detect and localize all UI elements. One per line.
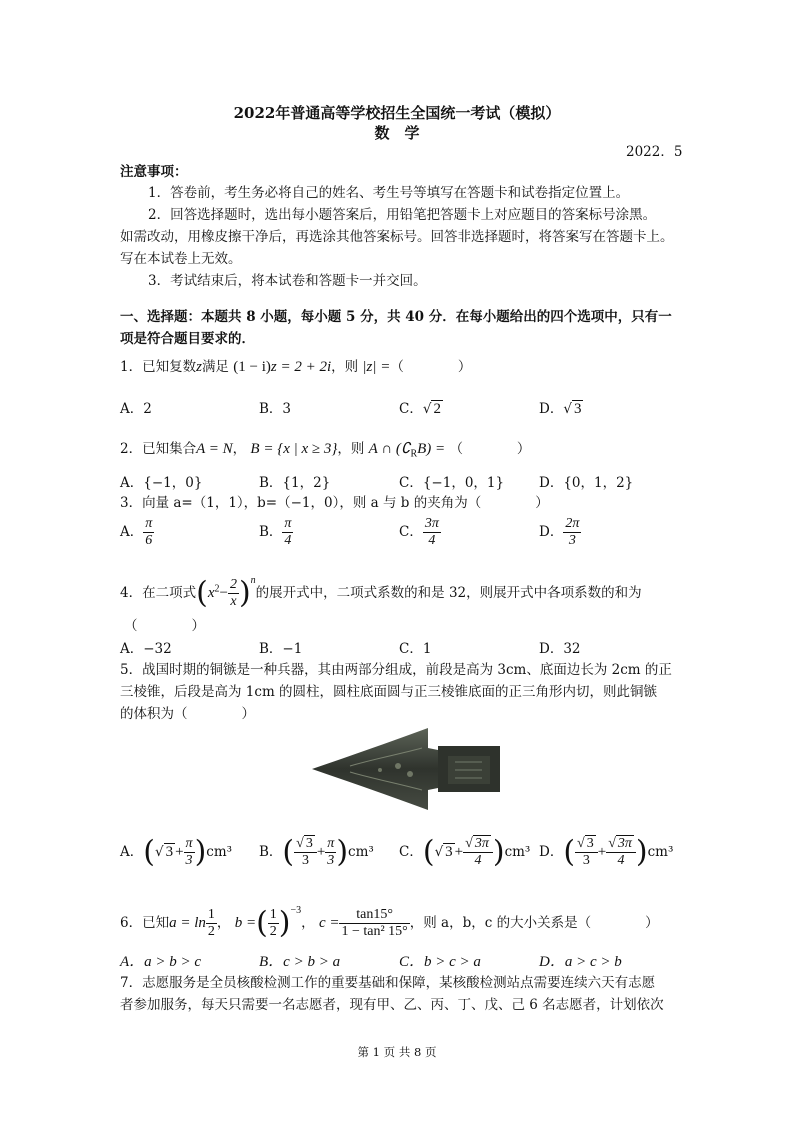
q1-option-d: D．√ 3 — [539, 401, 582, 417]
q6-option-b: B．c > b > a — [259, 954, 341, 970]
section-heading-line-2: 项是符合题目要求的． — [120, 331, 255, 347]
page-number: 第 1 页 共 8 页 — [357, 1045, 437, 1059]
q6-stem: 6．已知a = ln $\frac{1}{2}$ ， b =( $\frac{1}{2}$ )$^{-3}$， c = $\frac{\tan 15^\circ}{\text{1 − tan² 15°}}$ ，则 a，b，c 的大小关系是（ ） — [120, 905, 659, 941]
q7-line-1: 7．志愿服务是全员核酸检测工作的重要基础和保障，某核酸检测站点需要连续六天有志愿 — [120, 975, 656, 991]
notice-item-2-line-3: 写在本试卷上无效。 — [120, 251, 242, 267]
q2-option-b: B．{1，2} — [259, 475, 331, 491]
q5-line-2: 三棱锥，后段是高为 1cm 的圆柱，圆柱底面圆与正三棱锥底面的正三角形内切，则此铜镞 — [120, 684, 658, 700]
q6-option-a: A．a > b > c — [120, 954, 202, 970]
q4-stem: 4．在二项式($x^2-$ $\frac{2}{x}$ )$^n$的展开式中，二项式系数的和是 32，则展开式中各项系数的和为 — [120, 575, 642, 611]
q6-option-c: C．b > c > a — [399, 954, 481, 970]
q5-option-a: A．(√ 3 + $\frac{\pi}{3}$ )cm³ — [120, 834, 233, 870]
q3-option-b: B． $\frac{\pi}{4}$ — [259, 516, 292, 548]
notice-item-3: 3．考试结束后，将本试卷和答题卡一并交回。 — [148, 273, 427, 289]
exam-subject: 数 学 — [374, 124, 420, 142]
q5-option-d: D．( $\frac{√ 3}{3}$ + $\frac{√ 3\pi}{4}$ )cm³ — [539, 834, 674, 870]
q4-option-a: A．−32 — [120, 641, 172, 657]
q1-option-c: C．√ 2 — [399, 401, 441, 417]
q3-option-a: A． $\frac{\pi}{6}$ — [120, 516, 153, 548]
q3-stem: 3．向量 a=（1，1），b=（−1，0），则 a 与 b 的夹角为（ ） — [120, 495, 549, 511]
exam-title: 2022年普通高等学校招生全国统一考试（模拟） — [233, 104, 561, 122]
q3-option-c: C． $\frac{3\pi}{4}$ — [399, 516, 439, 548]
q4-option-d: D．32 — [539, 641, 581, 657]
q5-line-3: 的体积为（ ） — [120, 706, 255, 722]
q1-stem: 1．已知复数z满足 (1 − i)z = 2 + 2i，则 |z| =（ ） — [120, 359, 472, 375]
notice-heading: 注意事项： — [120, 164, 188, 180]
q2-option-d: D．{0，1，2} — [539, 475, 634, 491]
bronze-arrowhead-figure — [310, 726, 510, 812]
notice-item-2-line-1: 2．回答选择题时，选出每小题答案后，用铅笔把答题卡上对应题目的答案标号涂黑。 — [148, 207, 657, 223]
q5-option-c: C．(√ 3 + $\frac{√ 3\pi}{4}$ )cm³ — [399, 834, 531, 870]
exam-date: 2022．5 — [626, 144, 683, 160]
q4-option-b: B．−1 — [259, 641, 303, 657]
q2-stem: 2．已知集合A = N， B = {x | x ≥ 3}，则 A ∩ $(∁_RB)$ = （ ） — [120, 441, 531, 460]
notice-item-1: 1．答卷前，考生务必将自己的姓名、考生号等填写在答题卡和试卷指定位置上。 — [148, 185, 630, 201]
q6-option-d: D．a > c > b — [539, 954, 622, 970]
q1-option-a: A．2 — [120, 401, 152, 417]
q4-paren: （ ） — [124, 618, 205, 634]
q3-option-d: D． $\frac{2\pi}{3}$ — [539, 516, 580, 548]
q5-line-1: 5．战国时期的铜镞是一种兵器，其由两部分组成，前段是高为 3cm、底面边长为 2cm 的正 — [120, 662, 672, 678]
section-heading-line-1: 一、选择题：本题共 8 小题，每小题 5 分，共 40 分．在每小题给出的四个选项中，只有一 — [120, 309, 672, 325]
q4-option-c: C．1 — [399, 641, 432, 657]
q2-option-c: C．{−1，0，1} — [399, 475, 505, 491]
q7-line-2: 者参加服务，每天只需要一名志愿者，现有甲、乙、丙、丁、戊、己 6 名志愿者，计划依次 — [120, 997, 664, 1013]
q1-option-b: B．3 — [259, 401, 292, 417]
notice-item-2-line-2: 如需改动，用橡皮擦干净后，再选涂其他答案标号。回答非选择题时，将答案写在答题卡上。 — [120, 229, 674, 245]
q5-option-b: B．( $\frac{√ 3}{3}$ + $\frac{\pi}{3}$ )cm³ — [259, 834, 374, 870]
q2-option-a: A．{−1，0} — [120, 475, 203, 491]
